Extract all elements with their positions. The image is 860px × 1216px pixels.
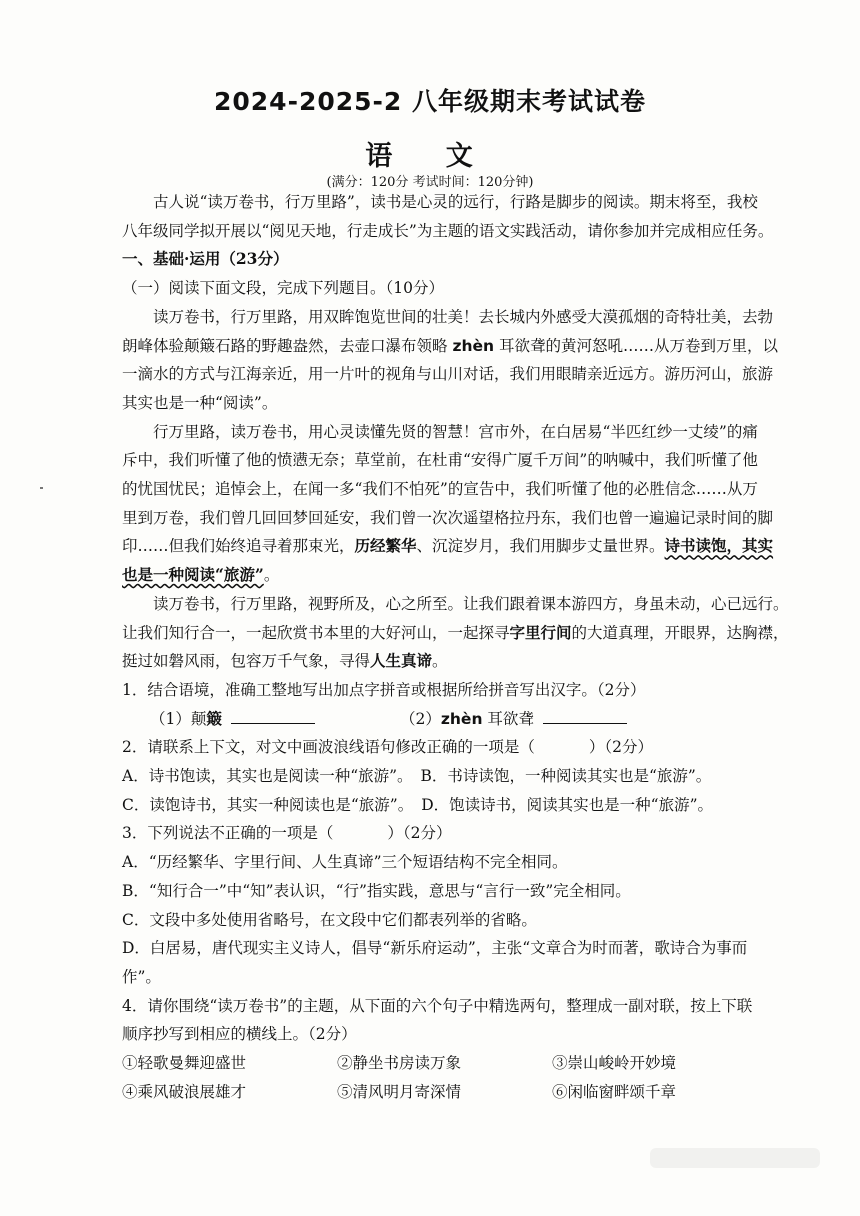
scan-smudge <box>650 1148 820 1168</box>
stem-text: ）（2分） <box>588 738 653 757</box>
option-b: B．书诗读饱，一种阅读其实也是“旅游”。 <box>420 767 712 786</box>
q1-item-2 <box>400 705 650 734</box>
phrase-bold: 历经繁华 <box>354 536 417 556</box>
text-span: 。 <box>432 652 448 671</box>
intro-line: 八年级同学拟开展以“阅见天地，行走成长”为主题的语文实践活动，请你参加并完成相应任务。 <box>122 221 774 240</box>
item-text: 耳欲聋 <box>487 709 534 728</box>
choice-row <box>122 1078 842 1107</box>
section-heading: 一、基础·运用（23分） <box>122 249 289 269</box>
passage-line: 的忧国忧民；追悼会上，在闻一多“我们不怕死”的宣告中，我们听懂了他的必胜信念……从万 <box>122 480 758 499</box>
passage-line <box>122 332 842 361</box>
exam-content <box>122 188 842 1107</box>
text-span: 挺过如磐风雨，包容万千气象，寻得 <box>122 652 371 671</box>
text-span: 。 <box>263 566 280 585</box>
q1-items <box>122 705 842 734</box>
choice-3: ③崇山峻岭开妙境 <box>552 1054 677 1073</box>
passage-line: 斥中，我们听懂了他的愤懑无奈；草堂前，在杜甫“安得广厦千万间”的呐喊中，我们听懂了他 <box>122 451 758 470</box>
question-stem: 1．结合语境，准确工整地写出加点字拼音或根据所给拼音写出汉字。（2分） <box>122 680 646 699</box>
option-d-cont: 作”。 <box>122 967 161 986</box>
stem-text: 2．请联系上下文，对文中画波浪线语句修改正确的一项是（ <box>122 738 535 757</box>
option-b: B．“知行合一”中“知”表认识，“行”指实践，意思与“言行一致”完全相同。 <box>122 881 631 900</box>
phrase-bold: 人生真谛 <box>370 651 433 671</box>
exam-title: 2024-2025-2 八年级期末考试试卷 <box>213 87 646 116</box>
text-span: 的大道真理，开眼界，达胸襟， <box>571 623 789 642</box>
pinyin: zhèn <box>440 709 483 728</box>
pinyin: zhèn <box>452 336 495 355</box>
stem-text: 3．下列说法不正确的一项是（ <box>122 824 334 843</box>
phrase-bold: 字里行间 <box>509 622 572 642</box>
passage-line: 里到万卷，我们曾几回回梦回延安，我们曾一次次遥望格拉丹东，我们也曾一遍遍记录时间的脚 <box>122 508 774 527</box>
option-c: C．读饱诗书，其实一种阅读也是“旅游”。 <box>122 795 414 814</box>
option-row <box>122 791 842 820</box>
question-stem <box>122 733 842 762</box>
option-a: A．“历经繁华、字里行间、人生真谛”三个短语结构不完全相同。 <box>122 853 568 872</box>
option-c: C．文段中多处使用省略号，在文段中它们都表列举的省略。 <box>122 910 537 929</box>
intro-line: 古人说“读万卷书，行万里路”，读书是心灵的远行，行路是脚步的阅读。期末将至，我校 <box>153 193 758 211</box>
answer-blank[interactable] <box>543 709 627 724</box>
text-span: 印……但我们始终追寻着那束光， <box>122 537 355 556</box>
passage-line: 行万里路，读万卷书，用心灵读懂先贤的智慧！宫市外，在白居易“半匹红纱一丈绫”的痛 <box>153 422 758 441</box>
item-label: （2） <box>400 709 441 728</box>
passage-line: 读万卷书，行万里路，视野所及，心之所至。让我们跟着课本游四方，身虽未动，心已远行。 <box>153 594 789 613</box>
passage-line: 其实也是一种“阅读”。 <box>122 393 278 412</box>
item-label: （1）颠 <box>150 709 207 728</box>
question-stem: 4．请你围绕“读万卷书”的主题，从下面的六个句子中精选两句，整理成一副对联，按上下联 <box>122 996 753 1015</box>
sub-heading: （一）阅读下面文段，完成下列题目。（10分） <box>122 279 444 298</box>
choice-row <box>122 1049 842 1078</box>
passage-line <box>122 647 842 676</box>
passage-line: 读万卷书，行万里路，用双眸饱览世间的壮美！去长城内外感受大漠孤烟的奇特壮美，去勃 <box>153 307 774 326</box>
choice-1: ①轻歌曼舞迎盛世 <box>122 1054 247 1073</box>
subject-title: 语 文 <box>365 141 495 172</box>
q1-item-1 <box>150 705 400 734</box>
text-span: 、沉淀岁月，我们用脚步丈量世界。 <box>416 537 665 556</box>
question-stem <box>122 819 842 848</box>
question-stem: 顺序抄写到相应的横线上。（2分） <box>122 1025 357 1044</box>
scan-mark <box>40 487 43 489</box>
text-span: 耳欲聋的黄河怒吼……从万卷到万里，以 <box>499 336 779 355</box>
stem-text: ）（2分） <box>387 824 452 843</box>
wavy-underlined-sentence: 诗书读饱，其实 <box>664 536 774 556</box>
option-d: D．饱读诗书，阅读其实也是一种“旅游”。 <box>421 795 713 814</box>
choice-5: ⑤清风明月寄深情 <box>337 1082 462 1101</box>
exam-meta: (满分：120分 考试时间：120分钟) <box>326 175 534 190</box>
option-a: A．诗书饱读，其实也是阅读一种“旅游”。 <box>122 767 413 786</box>
choice-4: ④乘风破浪展雄才 <box>122 1082 247 1101</box>
choice-6: ⑥闲临窗畔颂千章 <box>552 1082 677 1101</box>
dotted-char: 簸 <box>206 708 222 728</box>
text-span: 让我们知行合一，一起欣赏书本里的大好河山，一起探寻 <box>122 623 510 642</box>
choice-2: ②静坐书房读万象 <box>337 1054 462 1073</box>
text-span: 朗峰体验颠簸石路的野趣盎然，去壶口瀑布领略 <box>122 336 448 355</box>
option-d: D．白居易，唐代现实主义诗人，倡导“新乐府运动”，主张“文章合为时而著，歌诗合为事而 <box>122 939 748 958</box>
wavy-underlined-sentence: 也是一种阅读“旅游” <box>122 565 264 585</box>
passage-line <box>122 561 842 590</box>
passage-line <box>122 619 842 648</box>
passage-line <box>122 532 842 561</box>
option-row <box>122 762 842 791</box>
answer-blank[interactable] <box>231 709 315 724</box>
passage-line: 一滴水的方式与江海亲近，用一片叶的视角与山川对话，我们用眼睛亲近远方。游历河山，旅游 <box>122 365 774 384</box>
